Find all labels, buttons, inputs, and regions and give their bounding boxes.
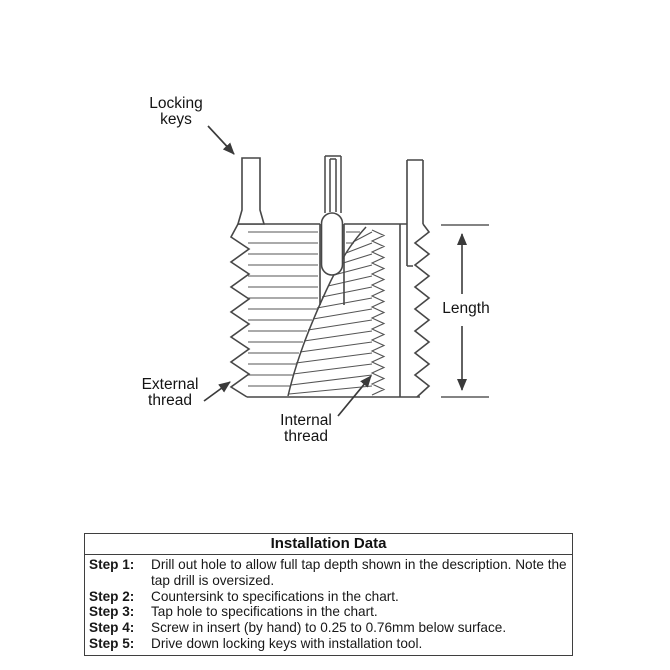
step-text: Tap hole to specifications in the chart. — [151, 604, 378, 620]
locking-keys-leader-arrow — [208, 126, 234, 154]
locking-key-center — [322, 156, 343, 275]
locking-key-left — [238, 158, 264, 224]
step-label: Step 4: — [89, 620, 135, 636]
step-text: Drill out hole to allow full tap depth shown in the description. Note the tap drill is oversized. — [151, 557, 567, 588]
label-internal-thread: Internal thread — [280, 412, 332, 445]
step-label: Step 3: — [89, 604, 135, 620]
installation-data-table — [84, 533, 573, 656]
table-title: Installation Data — [85, 534, 572, 555]
internal-thread-leader-arrow — [338, 376, 371, 416]
step-text: Drive down locking keys with installation tool. — [151, 635, 423, 651]
step-row — [89, 589, 570, 605]
table-body — [85, 555, 572, 655]
locking-key-right — [407, 160, 423, 266]
label-length: Length — [442, 300, 490, 317]
step-text: Screw in insert (by hand) to 0.25 to 0.76mm below surface. — [151, 620, 507, 636]
step-row — [89, 557, 570, 589]
step-text: Countersink to specifications in the chart. — [151, 588, 399, 604]
step-row — [89, 604, 570, 620]
step-label: Step 1: — [89, 557, 135, 572]
step-row — [89, 636, 570, 652]
step-label: Step 2: — [89, 588, 135, 604]
label-locking-keys: Locking keys — [149, 95, 203, 128]
step-label: Step 5: — [89, 635, 135, 651]
label-external-thread: External thread — [141, 376, 199, 409]
step-row — [89, 620, 570, 636]
